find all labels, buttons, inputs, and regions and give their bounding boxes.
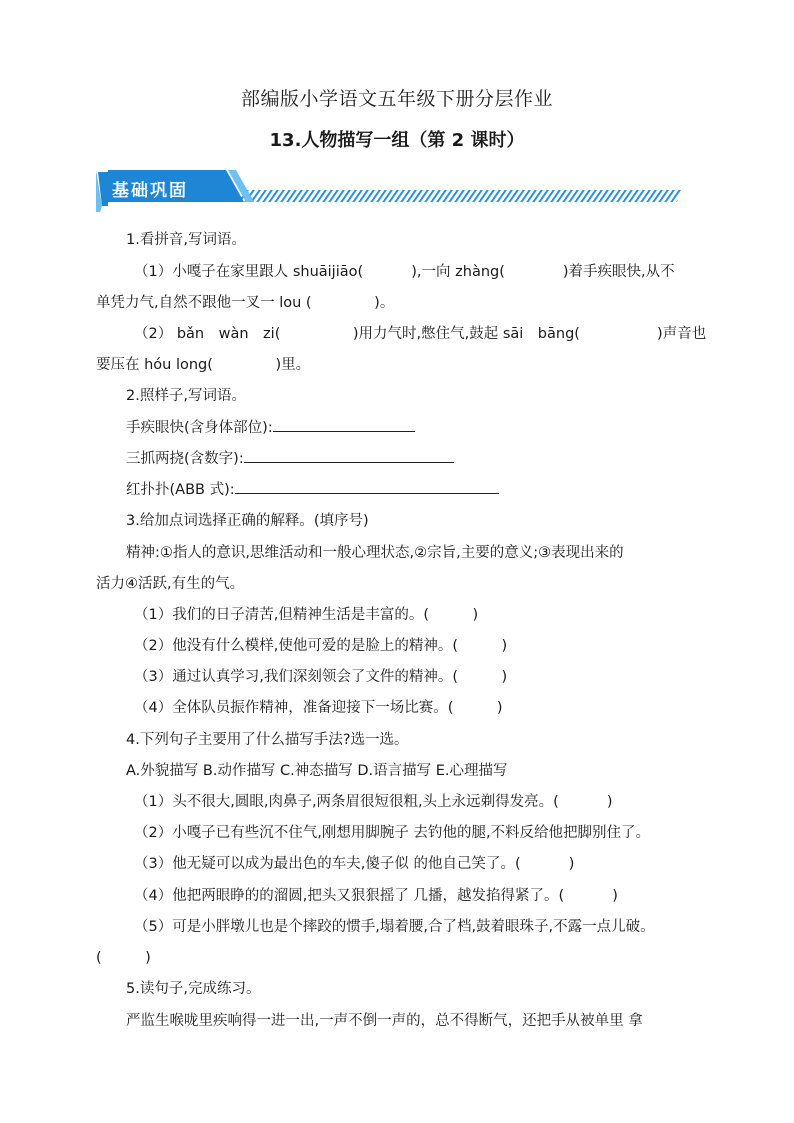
answer-blank[interactable] [273, 417, 415, 432]
q4-heading: 4.下列句子主要用了什么描写手法?选一选。 [126, 732, 409, 748]
q3-definition-line2: 活力④活跃,有生的气。 [96, 576, 245, 592]
page-title: 部编版小学语文五年级下册分层作业 [240, 88, 553, 110]
q1-item2-line2: 要压在 hóu long( )里。 [96, 357, 311, 373]
q3-definition-line1: 精神:①指人的意识,思维活动和一般心理状态,②宗旨,主要的意义;③表现出来的 [126, 545, 624, 561]
q3-item: （3）通过认真学习,我们深刻领会了文件的精神。( ) [134, 669, 508, 685]
q1-heading: 1.看拼音,写词语。 [126, 232, 246, 248]
q2-row1 [126, 416, 794, 437]
q3-item: （2）他没有什么模样,使他可爱的是脸上的精神。( ) [134, 638, 508, 654]
q2-heading: 2.照样子,写词语。 [126, 388, 246, 404]
q4-item: （1）头不很大,圆眼,肉鼻子,两条眉很短很粗,头上永远剃得发亮。( ) [134, 794, 613, 810]
q4-item: （5）可是小胖墩儿也是个摔跤的惯手,塌着腰,合了档,鼓着眼珠子,不露一点儿破。 [134, 919, 655, 935]
q1-item1-line1: （1）小嘎子在家里跟人 shuāijiāo( ),一向 zhàng( )着手疾眼快,从不 [134, 264, 675, 280]
section-banner-label: 基础巩固 [112, 181, 188, 201]
q1-item2-line1: （2） bǎn wàn zi( )用力气时,憋住气,鼓起 sāi bāng( )声音也 [134, 326, 707, 342]
q4-options: A.外貌描写 B.动作描写 C.神态描写 D.语言描写 E.心理描写 [126, 763, 508, 779]
answer-blank[interactable] [244, 448, 454, 463]
q5-heading: 5.读句子,完成练习。 [126, 981, 261, 997]
q4-item: （4）他把两眼睁的的溜圆,把头又狠狠摇了 几播，越发掐得紧了。( ) [134, 888, 618, 904]
q2-row2-label: 三抓两挠(含数字): [126, 451, 244, 467]
q2-row3 [126, 478, 794, 499]
q4-item5-answer: ( ) [96, 950, 151, 966]
answer-blank[interactable] [235, 479, 499, 494]
q4-item: （3）他无疑可以成为最出色的车夫,傻子似 的他自己笑了。( ) [134, 856, 575, 872]
q3-heading: 3.给加点词选择正确的解释。(填序号) [126, 513, 369, 529]
q4-item: （2）小嘎子已有些沉不住气,刚想用脚腕子 去钓他的腿,不料反给他把脚别住了。 [134, 825, 651, 841]
q2-row1-label: 手疾眼快(含身体部位): [126, 420, 273, 436]
q1-item1-line2: 单凭力气,自然不跟他一叉一 lou ( )。 [96, 295, 395, 311]
q2-row2 [126, 447, 794, 468]
q3-item: （4）全体队员振作精神，准备迎接下一场比赛。( ) [134, 700, 503, 716]
q2-row3-label: 红扑扑(ABB 式): [126, 482, 235, 498]
lesson-subtitle: 13.人物描写一组（第 2 课时） [269, 130, 525, 151]
q5-passage-line1: 严监生喉咙里疾响得一进一出,一声不倒一声的，总不得断气，还把手从被单里 拿 [126, 1013, 643, 1029]
q3-item: （1）我们的日子清苦,但精神生活是丰富的。( ) [134, 607, 479, 623]
